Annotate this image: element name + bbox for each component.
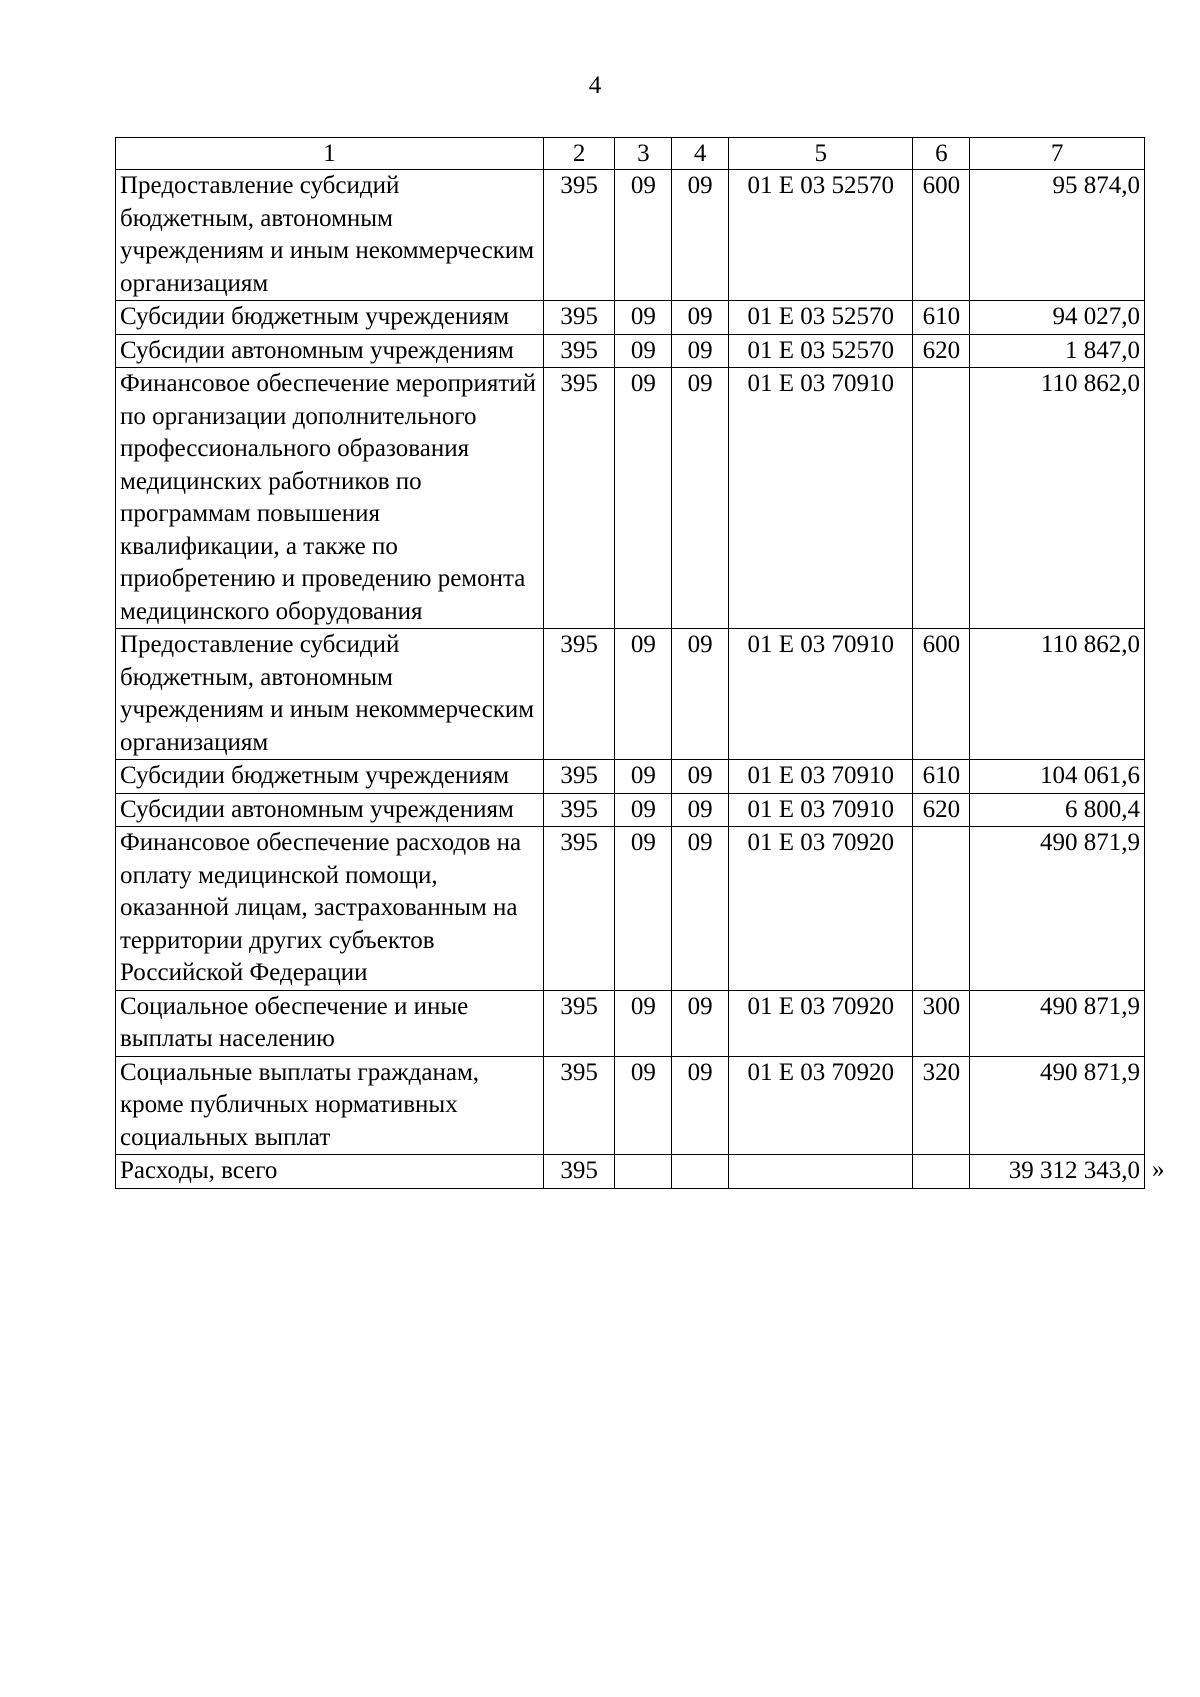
row-amount: 104 061,6 [970,760,1145,794]
total-amount: 39 312 343,0 [970,1155,1145,1189]
total-row [116,1155,1145,1189]
row-col-5: 01 Е 03 70910 [729,793,913,827]
row-col-2: 395 [543,1056,615,1155]
row-col-6: 320 [913,1056,970,1155]
row-col-3: 09 [615,990,672,1056]
row-amount: 95 874,0 [970,170,1145,301]
row-col-2: 395 [543,301,615,335]
row-col-4: 09 [672,368,729,629]
table-body [116,170,1145,1189]
row-col-3: 09 [615,760,672,794]
table-row [116,990,1145,1056]
table-row [116,793,1145,827]
header-col-5: 5 [729,138,913,170]
table-row [116,301,1145,335]
header-col-3: 3 [615,138,672,170]
row-amount: 1 847,0 [970,334,1145,368]
row-name: Субсидии автономным учреждениям [116,334,544,368]
row-col-3: 09 [615,334,672,368]
total-col-4 [672,1155,729,1189]
row-col-4: 09 [672,1056,729,1155]
header-row [116,138,1145,170]
row-col-6 [913,368,970,629]
row-col-5: 01 Е 03 70910 [729,368,913,629]
row-col-4: 09 [672,629,729,760]
row-col-5: 01 Е 03 52570 [729,170,913,301]
row-col-5: 01 Е 03 52570 [729,334,913,368]
row-col-2: 395 [543,793,615,827]
total-col-6 [913,1155,970,1189]
row-name: Социальные выплаты гражданам, кроме публичных нормативных социальных выплат [116,1056,544,1155]
row-col-5: 01 Е 03 70920 [729,1056,913,1155]
row-amount: 6 800,4 [970,793,1145,827]
total-col-3 [615,1155,672,1189]
header-col-7: 7 [970,138,1145,170]
table-row [116,827,1145,991]
table-row [116,334,1145,368]
row-amount: 110 862,0 [970,368,1145,629]
row-amount: 490 871,9 [970,827,1145,991]
row-col-4: 09 [672,827,729,991]
row-col-6 [913,827,970,991]
row-col-3: 09 [615,827,672,991]
table-row [116,368,1145,629]
row-amount: 110 862,0 [970,629,1145,760]
row-name: Предоставление субсидий бюджетным, автономным учреждениям и иным некоммерческим организациям [116,170,544,301]
row-col-5: 01 Е 03 70920 [729,990,913,1056]
row-col-2: 395 [543,629,615,760]
row-col-2: 395 [543,368,615,629]
row-col-6: 610 [913,760,970,794]
table-row [116,1056,1145,1155]
row-col-3: 09 [615,793,672,827]
row-col-2: 395 [543,170,615,301]
row-col-4: 09 [672,334,729,368]
table-row [116,170,1145,301]
row-col-3: 09 [615,629,672,760]
row-col-5: 01 Е 03 70920 [729,827,913,991]
row-amount: 490 871,9 [970,990,1145,1056]
page-number: 4 [588,72,602,99]
row-col-2: 395 [543,827,615,991]
row-col-6: 610 [913,301,970,335]
row-col-4: 09 [672,990,729,1056]
row-col-3: 09 [615,301,672,335]
row-name: Предоставление субсидий бюджетным, автономным учреждениям и иным некоммерческим организациям [116,629,544,760]
row-name: Финансовое обеспечение мероприятий по организации дополнительного профессионального образования медицинских работников по программам повышения квалификации, а также по приобретению и проведению ремонта медицинского оборудования [116,368,544,629]
row-col-6: 620 [913,793,970,827]
row-name: Социальное обеспечение и иные выплаты населению [116,990,544,1056]
row-col-3: 09 [615,1056,672,1155]
row-name: Субсидии автономным учреждениям [116,793,544,827]
row-name: Субсидии бюджетным учреждениям [116,301,544,335]
total-col-5 [729,1155,913,1189]
row-col-4: 09 [672,793,729,827]
budget-table [115,137,1145,1189]
row-amount: 490 871,9 [970,1056,1145,1155]
row-col-6: 620 [913,334,970,368]
row-col-3: 09 [615,170,672,301]
row-col-2: 395 [543,760,615,794]
row-col-3: 09 [615,368,672,629]
row-col-2: 395 [543,990,615,1056]
total-col-2: 395 [543,1155,615,1189]
row-col-4: 09 [672,170,729,301]
table-row [116,629,1145,760]
row-col-4: 09 [672,760,729,794]
header-col-1: 1 [116,138,544,170]
row-col-5: 01 Е 03 70910 [729,760,913,794]
row-amount: 94 027,0 [970,301,1145,335]
row-col-4: 09 [672,301,729,335]
row-name: Финансовое обеспечение расходов на оплату медицинской помощи, оказанной лицам, застрахованным на территории других субъектов Российской Федерации [116,827,544,991]
header-col-6: 6 [913,138,970,170]
total-label: Расходы, всего [116,1155,544,1189]
row-col-2: 395 [543,334,615,368]
row-col-6: 600 [913,629,970,760]
row-col-6: 600 [913,170,970,301]
table-row [116,760,1145,794]
row-name: Субсидии бюджетным учреждениям [116,760,544,794]
row-col-6: 300 [913,990,970,1056]
header-col-4: 4 [672,138,729,170]
row-col-5: 01 Е 03 52570 [729,301,913,335]
header-col-2: 2 [543,138,615,170]
row-col-5: 01 Е 03 70910 [729,629,913,760]
closing-quote-mark: » [1152,1155,1165,1183]
